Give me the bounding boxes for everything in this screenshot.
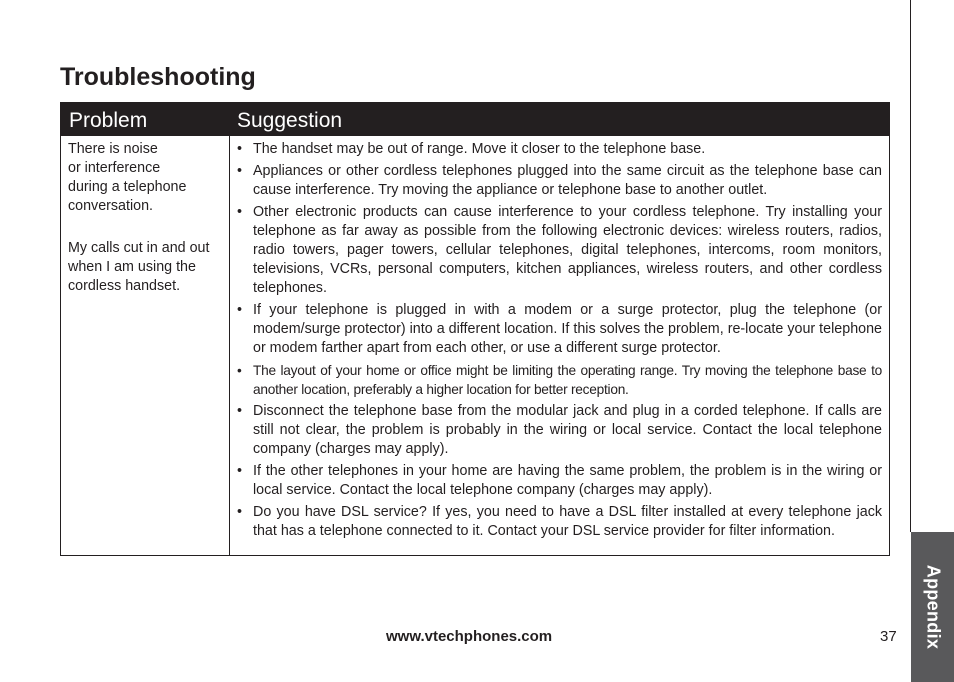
bullet-icon: • bbox=[237, 204, 243, 220]
problem-calls-cut: My calls cut in and out when I am using the cordless handset. bbox=[68, 240, 210, 294]
header-suggestion: Suggestion bbox=[237, 109, 343, 132]
suggestion-text: If the other telephones in your home are having the same problem, the problem is in the wiring or local service. Contact the local telephone company (charges may apply). bbox=[253, 463, 882, 498]
header-problem: Problem bbox=[69, 109, 148, 132]
suggestion-item bbox=[237, 140, 882, 159]
suggestion-text: Appliances or other cordless telephones plugged into the same circuit as the telephone base can cause interference. Try moving the appliance or telephone base to another outlet. bbox=[253, 163, 882, 198]
suggestion-text: The layout of your home or office might be limiting the operating range. Try moving the telephone base to another location, preferably a higher location for better reception. bbox=[253, 363, 882, 397]
bullet-icon: • bbox=[237, 302, 243, 318]
bullet-icon: • bbox=[237, 463, 243, 479]
suggestion-item bbox=[237, 402, 882, 459]
column-divider bbox=[229, 136, 230, 555]
table-header-row bbox=[61, 103, 889, 136]
website-url: www.vtechphones.com bbox=[386, 628, 553, 645]
bullet-icon: • bbox=[237, 363, 242, 378]
suggestion-item bbox=[237, 203, 882, 298]
suggestion-item bbox=[237, 301, 882, 358]
suggestion-text: If your telephone is plugged in with a modem or a surge protector, plug the telephone (or modem/surge protector) into a different location. If this solves the problem, re-locate your telephone or modem farther apart from each other, or use a different surge protector. bbox=[253, 302, 882, 356]
suggestion-item bbox=[237, 361, 882, 399]
suggestion-text: Disconnect the telephone base from the modular jack and plug in a corded telephone. If calls are still not clear, the problem is probably in the wiring or local service. Contact the local telephone company (charges may apply). bbox=[253, 403, 882, 457]
appendix-side-tab bbox=[911, 532, 954, 682]
bullet-icon: • bbox=[237, 403, 243, 419]
bullet-icon: • bbox=[237, 141, 243, 157]
bullet-icon: • bbox=[237, 163, 243, 179]
suggestion-item bbox=[237, 162, 882, 200]
appendix-tab-label: Appendix bbox=[923, 564, 943, 650]
problem-noise: There is noise or interference during a telephone conversation. bbox=[68, 141, 187, 214]
problem-column bbox=[68, 140, 226, 296]
page-number: 37 bbox=[880, 628, 897, 645]
suggestion-text: Do you have DSL service? If yes, you need to have a DSL filter installed at every telephone jack that has a telephone connected to it. Contact your DSL service provider for filter information. bbox=[253, 504, 882, 539]
suggestion-item bbox=[237, 462, 882, 500]
side-rule bbox=[910, 0, 911, 532]
troubleshooting-table bbox=[60, 102, 890, 556]
page-title: Troubleshooting bbox=[60, 63, 256, 91]
suggestion-text: Other electronic products can cause interference to your cordless telephone. Try installing your telephone as far away as possible from the following electronic devices: wireless routers, radios, radio towers, pager towers, cellular telephones, digital telephones, intercoms, room monitors, televisions, VCRs, personal computers, kitchen appliances, wireless routers, and other cordless telephones. bbox=[253, 204, 882, 296]
suggestion-item bbox=[237, 503, 882, 541]
suggestion-list bbox=[237, 140, 882, 544]
bullet-icon: • bbox=[237, 504, 243, 520]
suggestion-text: The handset may be out of range. Move it closer to the telephone base. bbox=[253, 141, 706, 157]
